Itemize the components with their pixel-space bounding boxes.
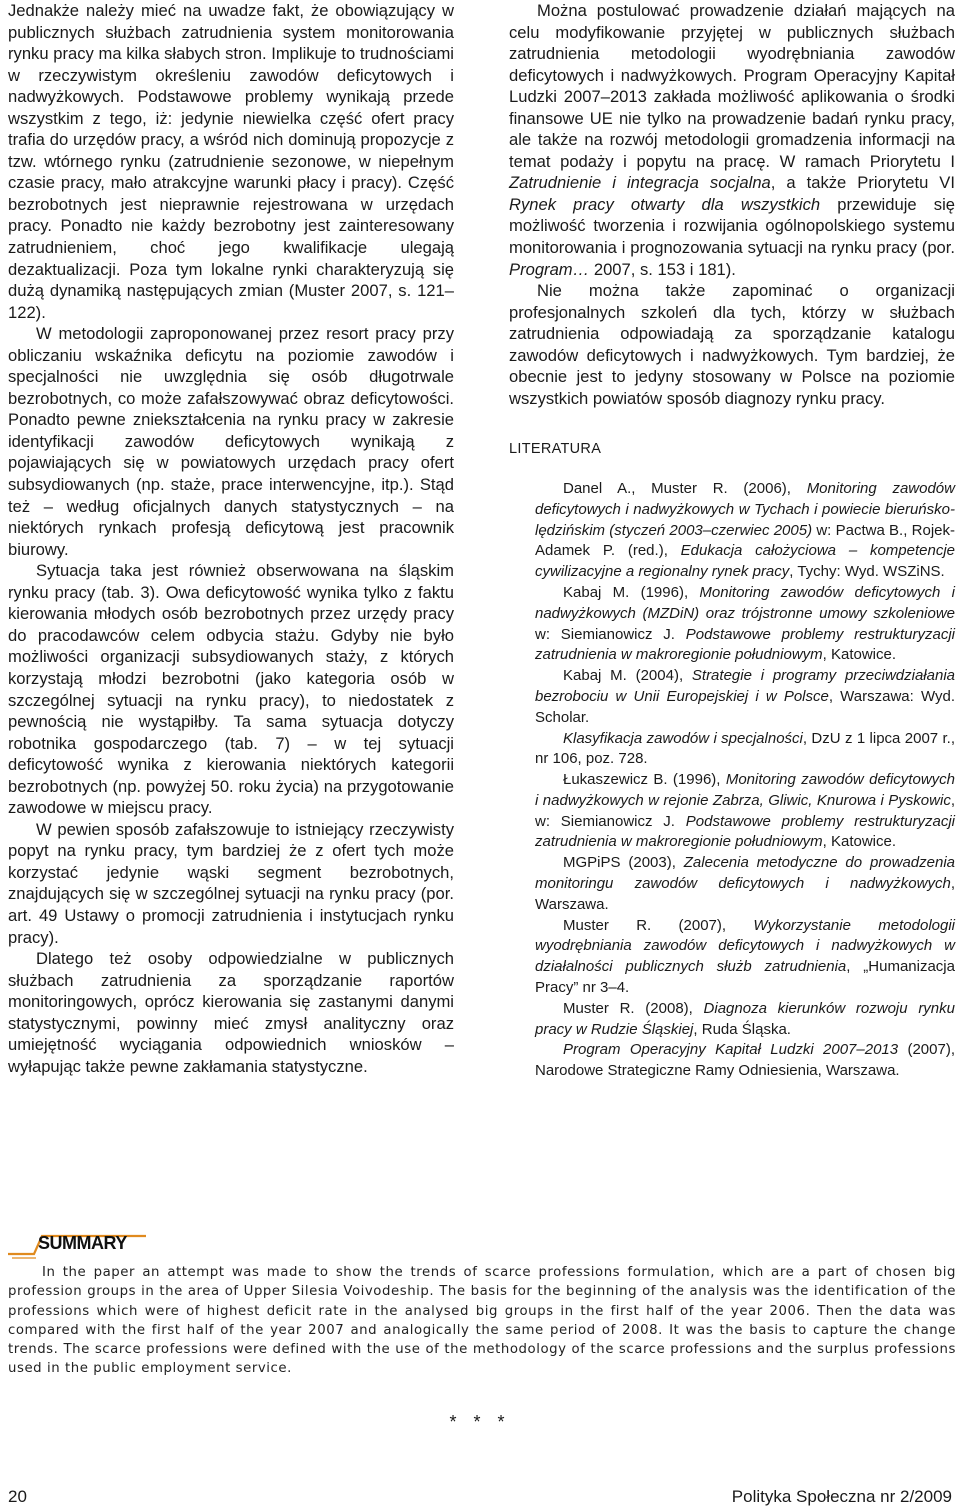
left-column xyxy=(8,0,454,1077)
section-separator: * * * xyxy=(449,1412,511,1432)
reference-item: Muster R. (2008), Diagnoza kierunków rozwoju rynku pracy w Rudzie Śląskiej, Ruda Śląska. xyxy=(535,999,955,1038)
body-paragraph: W metodologii zaproponowanej przez resort pracy przy obliczaniu wskaźnika deficytu na poziomie zawodów i specjalności nie uwzględnia się osób długotrwale bezrobotnych, co może zafałszowywać obraz deficytowości. Ponadto pewne zniekształcenia na rynku pracy w zakresie identyfikacji zawodów deficytowych wynikają z pojawiających się w powiatowych urzędach pracy ofert subsydiowanych (np. staże, prace interwencyjne, itp.). Stąd też – według oficjalnych danych statystycznych – na niektórych rynkach profesją deficytową jest pracownik biurowy. xyxy=(8,324,454,559)
body-paragraph: Nie można także zapominać o organizacji profesjonalnych szkoleń dla tych, którzy w służbach zatrudnienia odpowiadają za sporządzanie katalogu zawodów deficytowych i nadwyżkowych. Tym bardziej, że obecnie jest to jedyny stosowany w Polsce na poziomie wszystkich powiatów sposób diagnozy rynku pracy. xyxy=(509,281,955,408)
body-paragraph: W pewien sposób zafałszowuje to istniejący rzeczywisty popyt na rynku pracy, tym bardziej że z ofert tych może korzystać jedynie wąski segment bezrobotnych, znajdujących się w szczególnej sytuacji na rynku pracy (por. art. 49 Ustawy o promocji zatrudnienia i instytucjach rynku pracy). xyxy=(8,819,454,947)
body-paragraph: Jednakże należy mieć na uwadze fakt, że obowiązujący w publicznych służbach zatrudnienia system monitorowania rynku pracy ma kilka słabych stron. Implikuje to trudnościami w rzeczywistym określeniu zawodów deficytowych i nadwyżkowych. Podstawowe problemy wynikają przede wszystkim z tego, iż: jedynie niewielka część ofert pracy trafia do urzędów pracy, a wśród nich dominują propozycje z tzw. wtórnego rynku (zatrudnienie sezonowe, w niepełnym czasie pracy, mało atrakcyjne warunki płacy i pracy). Część bezrobotnych jest nieprawnie rejestrowana w urzędach pracy. Ponadto nie każdy bezrobotny jest zainteresowany zatrudnieniem, choć jego kwalifikacje ulegają dezaktualizacji. Poza tym lokalne rynki charakteryzują się dużą dynamiką następujących zmian (Muster 2007, s. 121–122). xyxy=(8,1,454,322)
journal-title: Polityka Społeczna nr 2/2009 xyxy=(731,1487,952,1506)
reference-item: Łukaszewicz B. (1996), Monitoring zawodów deficytowych i nadwyżkowych w rejonie Zabrza, Gliwic, Knurowa i Pyskowic, w: Siemianowicz J. Podstawowe problemy restrukturyzacji zatrudnienia w makroregionie południowym, Katowice. xyxy=(535,771,956,851)
reference-list xyxy=(509,479,955,1082)
body-paragraph: Dlatego też osoby odpowiedzialne w publicznych służbach zatrudnienia za sporządzanie raportów monitoringowych, oprócz kierowania się zastanymi danymi statystycznymi, powinny mieć zmysł analityczny oraz umiejętność wyciągania odpowiednich wniosków – wyłapując także pewne zakłamania statystyczne. xyxy=(8,949,454,1076)
summary-title: SUMMARY xyxy=(38,1233,127,1253)
reference-item: Kabaj M. (1996), Monitoring zawodów deficytowych i nadwyżkowych (MZDiN) oraz trójstronne umowy szkoleniowe w: Siemianowicz J. Podstawowe problemy restrukturyzacji zatrudnienia w makroregionie południowym, Katowice. xyxy=(535,583,956,664)
reference-item: Klasyfikacja zawodów i specjalności, DzU z 1 lipca 2007 r., nr 106, poz. 728. xyxy=(535,729,955,768)
right-column xyxy=(509,0,955,1082)
body-paragraph: Sytuacja taka jest również obserwowana na śląskim rynku pracy (tab. 3). Owa deficytowość wynika tylko z faktu kierowania młodych osób bezrobotnych przez urzędy pracy do pracodawców celem odbycia stażu. Gdyby nie było możliwości organizacji subsydiowanych staży, z których korzystają młodzi bezrobotni (jako kategoria osób w szczególnej sytuacji na rynku pracy), to niedostatek z pewnością nie wystąpiłby. Ta sama sytuacja dotyczy robotnika gospodarczego (tab. 7) – w tej sytuacji deficytowość wynika z kierowania niektórych kategorii bezrobotnych (np. powyżej 50. roku życia) na przygotowanie zawodowe w miejscu pracy. xyxy=(8,561,454,818)
summary-text: In the paper an attempt was made to show the trends of scarce professions formulation, which are a part of chosen big profession groups in the area of Upper Silesia Voivodeship. The basis for the beginning of the analysis was the identification of the professions which were of highest deficit rate in the analysed big groups in the first half of the year 2006. Then the data was compared with the first half of the year 2007 and analogically the same period of 2008. It was the basis to capture the change trends. The scarce professions were defined with the use of the methodology of the scarce professions and the surplus professions used in the public employment service. xyxy=(8,1265,956,1377)
reference-item: Program Operacyjny Kapitał Ludzki 2007–2013 (2007), Narodowe Strategiczne Ramy Odniesienia, Warszawa. xyxy=(535,1041,955,1080)
reference-item: Muster R. (2007), Wykorzystanie metodologii wyodrębniania zawodów deficytowych i nadwyżkowych w działalności publicznych służb zatrudnienia, „Humanizacja Pracy” nr 3–4. xyxy=(535,916,956,997)
reference-item: MGPiPS (2003), Zalecenia metodyczne do prowadzenia monitoringu zawodów deficytowych i nadwyżkowych, Warszawa. xyxy=(535,854,956,913)
literature-heading: LITERATURA xyxy=(509,441,602,458)
page-number: 20 xyxy=(8,1487,27,1506)
reference-item: Danel A., Muster R. (2006), Monitoring zawodów deficytowych i nadwyżkowych w Tychach i powiecie bieruńsko-lędzińskim (styczeń 2003–czerwiec 2005) w: Pactwa B., Rojek-Adamek P. (red.), Edukacja całożyciowa – kompetencje cywilizacyjne a regionalny rynek pracy, Tychy: Wyd. WSZiNS. xyxy=(535,479,955,581)
body-paragraph: Można postulować prowadzenie działań mających na celu modyfikowanie przyjętej w publicznych służbach zatrudnienia metodologii wyodrębniania zawodów deficytowych i nadwyżkowych. Program Operacyjny Kapitał Ludzki 2007–2013 zakłada możliwość aplikowania o środki finansowe UE nie tylko na prowadzenie badań rynku pracy, ale także na rozwój metodologii gromadzenia informacji na temat podaży i popytu na pracę. W ramach Priorytetu I Zatrudnienie i integracja socjalna, a także Priorytetu VI Rynek pracy otwarty dla wszystkich przewiduje się możliwość tworzenia i rozwijania ogólnopolskiego systemu monitorowania i prognozowania sytuacji na rynku pracy (por. Program… 2007, s. 153 i 181). xyxy=(509,1,955,279)
reference-item: Kabaj M. (2004), Strategie i programy przeciwdziałania bezrobociu w Unii Europejskiej i w Polsce, Warszawa: Wyd. Scholar. xyxy=(535,667,955,726)
